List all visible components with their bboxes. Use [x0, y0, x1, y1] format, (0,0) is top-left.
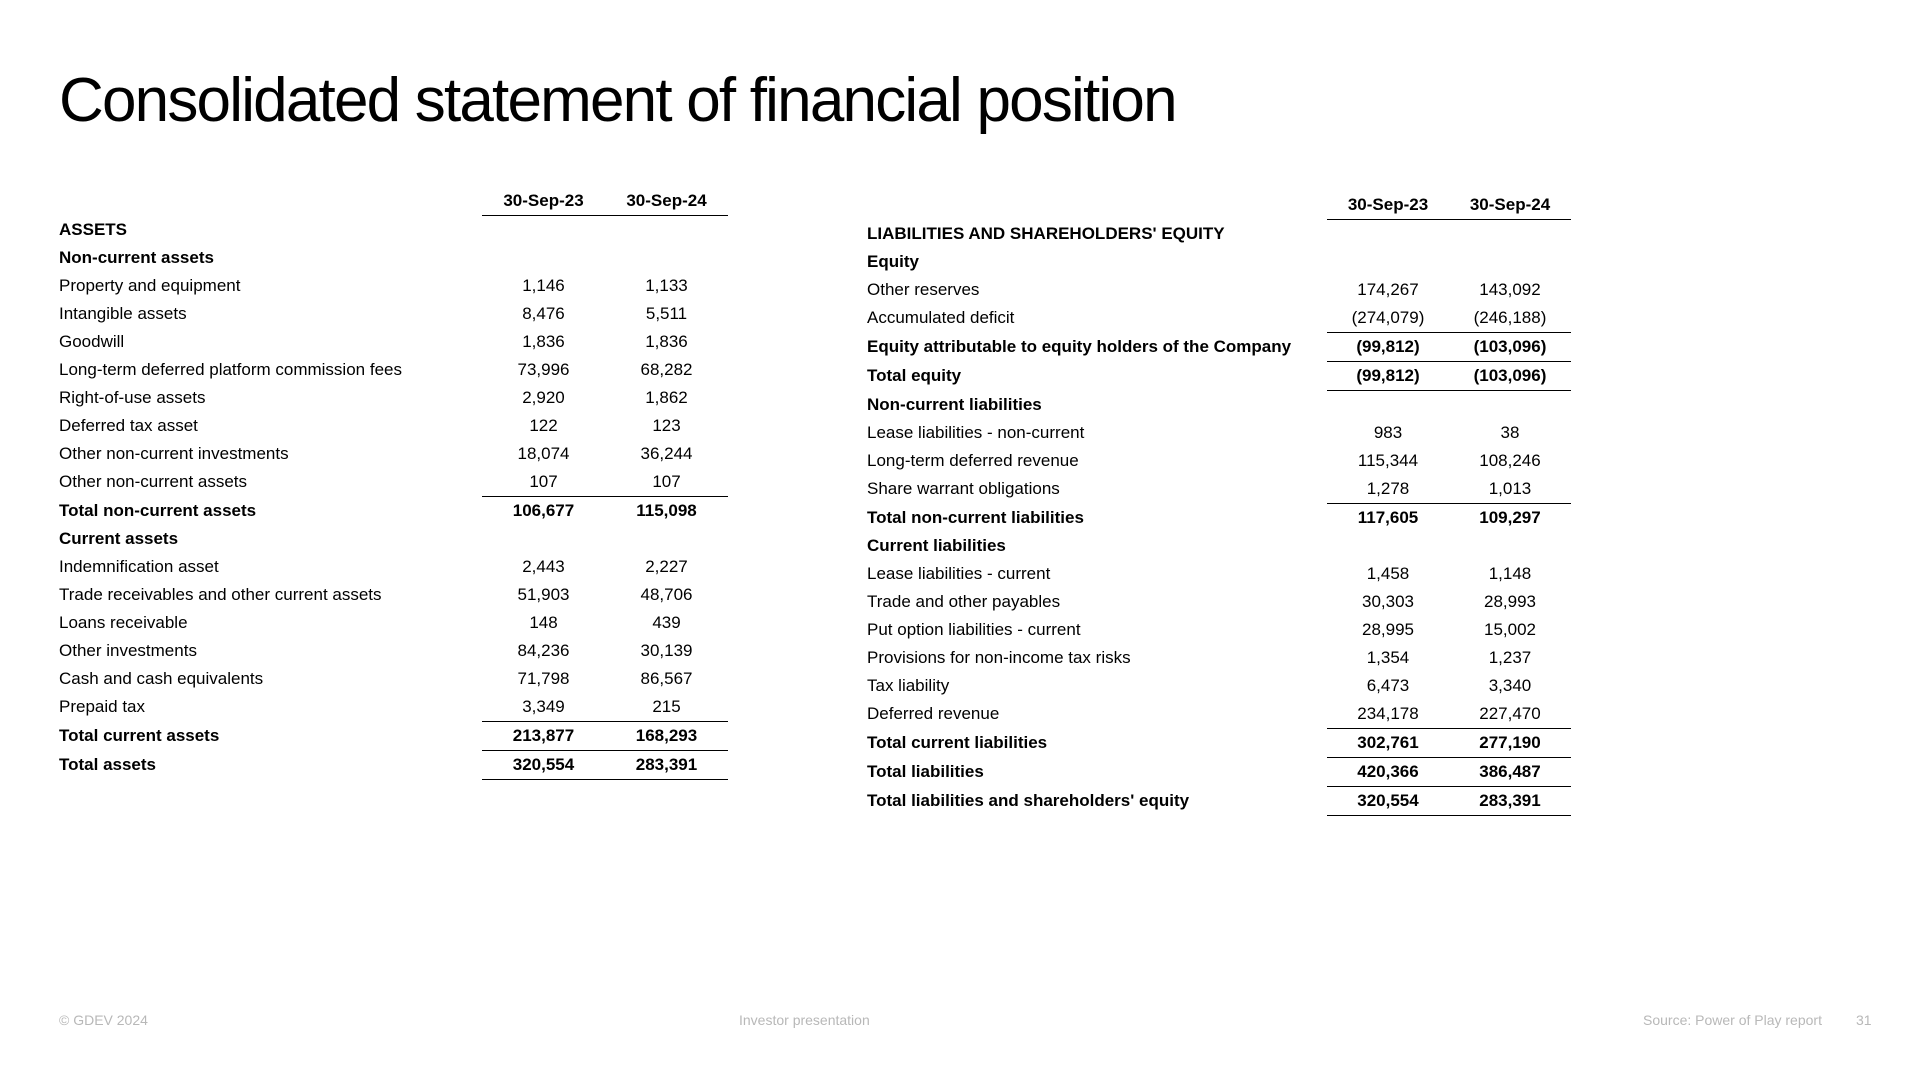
- row-label: Equity attributable to equity holders of the Company: [867, 337, 1292, 356]
- row-value: 2,443: [522, 557, 565, 576]
- row-value: 1,013: [1488, 479, 1532, 498]
- row-value: (274,079): [1351, 308, 1425, 327]
- row-value: 283,391: [605, 751, 728, 780]
- row-value: 106,677: [482, 497, 605, 526]
- row-value: [482, 525, 605, 553]
- line-item-row: [867, 447, 1571, 475]
- row-label: Current assets: [59, 529, 179, 548]
- row-value: 320,554: [1327, 787, 1449, 816]
- line-item-row: [59, 468, 728, 497]
- row-label: Indemnification asset: [59, 557, 219, 576]
- row-label: Other non-current assets: [59, 472, 248, 492]
- line-item-row: [867, 560, 1571, 588]
- row-value: [1449, 220, 1571, 249]
- row-label: LIABILITIES AND SHAREHOLDERS' EQUITY: [867, 223, 1225, 243]
- liabilities-equity-table: [867, 191, 1571, 816]
- row-label: Total liabilities: [867, 762, 984, 781]
- row-value: [1327, 391, 1449, 420]
- row-label: Other reserves: [867, 280, 980, 299]
- row-value: 68,282: [640, 360, 693, 379]
- row-label: Share warrant obligations: [867, 479, 1060, 499]
- row-value: 30,303: [1362, 592, 1414, 611]
- row-value: 1,836: [645, 332, 688, 351]
- row-label: Total liabilities and shareholders' equity: [867, 791, 1190, 810]
- row-label: Prepaid tax: [59, 697, 145, 717]
- liabilities-header-label: [867, 191, 1327, 220]
- line-item-row: [59, 384, 728, 412]
- row-value: 2,920: [522, 388, 565, 407]
- row-value: 983: [1373, 423, 1403, 442]
- row-value: 36,244: [640, 444, 693, 463]
- row-value: [1449, 248, 1571, 276]
- section-header-row: [59, 216, 728, 245]
- row-label: Tax liability: [867, 676, 950, 695]
- total-row: [867, 504, 1571, 533]
- row-value: 28,993: [1484, 592, 1536, 611]
- row-value: 234,178: [1357, 704, 1419, 723]
- row-value: 115,098: [605, 497, 728, 526]
- row-value: 15,002: [1484, 620, 1536, 639]
- row-value: [605, 244, 728, 272]
- row-label: Trade receivables and other current assets: [59, 585, 382, 604]
- total-row: [867, 787, 1571, 816]
- total-row: [867, 362, 1571, 391]
- row-label: Goodwill: [59, 332, 125, 351]
- line-item-row: [867, 276, 1571, 304]
- row-value: 1,148: [1488, 564, 1532, 583]
- row-label: Total non-current assets: [59, 500, 257, 520]
- line-item-row: [59, 693, 728, 722]
- liabilities-header-row: [867, 191, 1571, 220]
- line-item-row: [59, 609, 728, 637]
- row-value: [605, 216, 728, 245]
- line-item-row: [59, 356, 728, 384]
- row-value: [1327, 220, 1449, 249]
- row-value: (99,812): [1327, 333, 1449, 362]
- footer-copyright: © GDEV 2024: [59, 1012, 148, 1028]
- row-value: 1,133: [645, 276, 688, 295]
- row-value: [1327, 248, 1449, 276]
- total-row: [59, 751, 728, 780]
- row-value: 5,511: [645, 304, 688, 323]
- line-item-row: [59, 328, 728, 356]
- row-label: Put option liabilities - current: [867, 620, 1081, 639]
- row-label: Right-of-use assets: [59, 388, 206, 407]
- row-value: 107: [529, 472, 558, 491]
- row-label: Provisions for non-income tax risks: [867, 648, 1131, 667]
- row-value: 30,139: [640, 641, 693, 660]
- row-value: 73,996: [517, 360, 570, 379]
- line-item-row: [867, 672, 1571, 700]
- row-value: 283,391: [1449, 787, 1571, 816]
- row-label: Non-current liabilities: [867, 394, 1042, 414]
- row-value: 71,798: [517, 669, 570, 688]
- row-value: 420,366: [1327, 758, 1449, 787]
- line-item-row: [867, 588, 1571, 616]
- row-label: Total equity: [867, 366, 962, 385]
- row-label: Trade and other payables: [867, 592, 1061, 611]
- row-value: [1449, 391, 1571, 420]
- line-item-row: [867, 700, 1571, 729]
- row-label: Lease liabilities - non-current: [867, 423, 1085, 442]
- liabilities-column-header: 30-Sep-23: [1327, 191, 1449, 220]
- row-value: 107: [652, 472, 681, 491]
- row-label: Deferred tax asset: [59, 416, 198, 435]
- row-value: (99,812): [1327, 362, 1449, 391]
- assets-header-row: [59, 187, 728, 216]
- row-value: 386,487: [1449, 758, 1571, 787]
- line-item-row: [867, 304, 1571, 333]
- row-value: 117,605: [1327, 504, 1449, 533]
- row-value: 1,237: [1488, 648, 1532, 667]
- assets-column-header: 30-Sep-24: [605, 187, 728, 216]
- line-item-row: [59, 440, 728, 468]
- assets-table: [59, 187, 728, 780]
- line-item-row: [867, 644, 1571, 672]
- row-value: 1,278: [1366, 479, 1410, 498]
- row-label: Lease liabilities - current: [867, 564, 1051, 583]
- line-item-row: [59, 412, 728, 440]
- row-label: Other non-current investments: [59, 444, 289, 463]
- row-value: 108,246: [1479, 451, 1541, 470]
- line-item-row: [59, 637, 728, 665]
- footer-source: Source: Power of Play report: [1643, 1012, 1822, 1028]
- row-label: Intangible assets: [59, 304, 187, 323]
- section-header-row: [59, 525, 728, 553]
- row-value: 51,903: [517, 585, 570, 604]
- row-label: Total non-current liabilities: [867, 507, 1084, 527]
- row-value: 18,074: [517, 444, 570, 463]
- row-value: 1,836: [522, 332, 565, 351]
- line-item-row: [59, 553, 728, 581]
- row-label: ASSETS: [59, 219, 128, 239]
- row-value: 215: [652, 697, 681, 716]
- line-item-row: [867, 419, 1571, 447]
- row-label: Long-term deferred platform commission fees: [59, 360, 402, 379]
- footer-page-number: 31: [1856, 1012, 1872, 1028]
- row-label: Long-term deferred revenue: [867, 451, 1079, 470]
- line-item-row: [867, 616, 1571, 644]
- row-value: 28,995: [1362, 620, 1414, 639]
- row-value: 84,236: [517, 641, 570, 660]
- row-value: (103,096): [1449, 333, 1571, 362]
- row-label: Non-current assets: [59, 248, 214, 267]
- section-header-row: [867, 391, 1571, 420]
- row-value: [482, 216, 605, 245]
- row-value: 3,349: [522, 697, 565, 716]
- row-value: [1449, 532, 1571, 560]
- total-row: [867, 333, 1571, 362]
- row-label: Accumulated deficit: [867, 308, 1015, 328]
- row-value: 1,862: [645, 388, 688, 407]
- row-value: [1327, 532, 1449, 560]
- section-header-row: [867, 220, 1571, 249]
- liabilities-column-header: 30-Sep-24: [1449, 191, 1571, 220]
- row-value: 1,354: [1366, 648, 1410, 667]
- row-value: 143,092: [1479, 280, 1541, 299]
- row-value: (246,188): [1473, 308, 1547, 327]
- line-item-row: [59, 272, 728, 300]
- line-item-row: [59, 665, 728, 693]
- row-value: 48,706: [640, 585, 693, 604]
- row-value: 168,293: [605, 722, 728, 751]
- row-value: 320,554: [482, 751, 605, 780]
- row-label: Deferred revenue: [867, 704, 1000, 724]
- liabilities-body: [867, 220, 1571, 816]
- row-value: 1,146: [522, 276, 565, 295]
- assets-column-header: 30-Sep-23: [482, 187, 605, 216]
- total-row: [59, 497, 728, 526]
- row-label: Property and equipment: [59, 276, 241, 295]
- row-value: 123: [652, 416, 681, 435]
- page-title: Consolidated statement of financial position: [59, 66, 1176, 135]
- section-header-row: [59, 244, 728, 272]
- row-value: 227,470: [1479, 704, 1541, 723]
- footer-presentation-name: Investor presentation: [739, 1012, 870, 1028]
- row-label: Other investments: [59, 641, 197, 660]
- assets-body: [59, 216, 728, 780]
- line-item-row: [867, 475, 1571, 504]
- row-value: 109,297: [1449, 504, 1571, 533]
- row-value: 213,877: [482, 722, 605, 751]
- line-item-row: [59, 581, 728, 609]
- total-row: [59, 722, 728, 751]
- row-value: 6,473: [1366, 676, 1410, 695]
- row-label: Total assets: [59, 755, 157, 774]
- row-value: 8,476: [522, 304, 565, 323]
- row-value: 2,227: [645, 557, 688, 576]
- row-value: [482, 244, 605, 272]
- row-value: 277,190: [1449, 729, 1571, 758]
- row-value: 174,267: [1357, 280, 1419, 299]
- total-row: [867, 758, 1571, 787]
- row-label: Current liabilities: [867, 536, 1006, 555]
- row-value: 122: [529, 416, 558, 435]
- line-item-row: [59, 300, 728, 328]
- row-value: 115,344: [1357, 451, 1419, 470]
- row-value: 3,340: [1488, 676, 1532, 695]
- row-value: (103,096): [1449, 362, 1571, 391]
- row-value: 148: [529, 613, 558, 632]
- row-label: Cash and cash equivalents: [59, 669, 264, 688]
- row-value: 38: [1500, 423, 1520, 442]
- row-value: 86,567: [640, 669, 693, 688]
- row-value: 302,761: [1327, 729, 1449, 758]
- row-label: Total current liabilities: [867, 733, 1048, 752]
- total-row: [867, 729, 1571, 758]
- row-label: Equity: [867, 252, 919, 271]
- row-label: Loans receivable: [59, 613, 188, 632]
- row-value: 1,458: [1366, 564, 1410, 583]
- section-header-row: [867, 248, 1571, 276]
- assets-header-label: [59, 187, 482, 216]
- row-value: 439: [652, 613, 681, 632]
- row-value: [605, 525, 728, 553]
- section-header-row: [867, 532, 1571, 560]
- row-label: Total current assets: [59, 726, 220, 745]
